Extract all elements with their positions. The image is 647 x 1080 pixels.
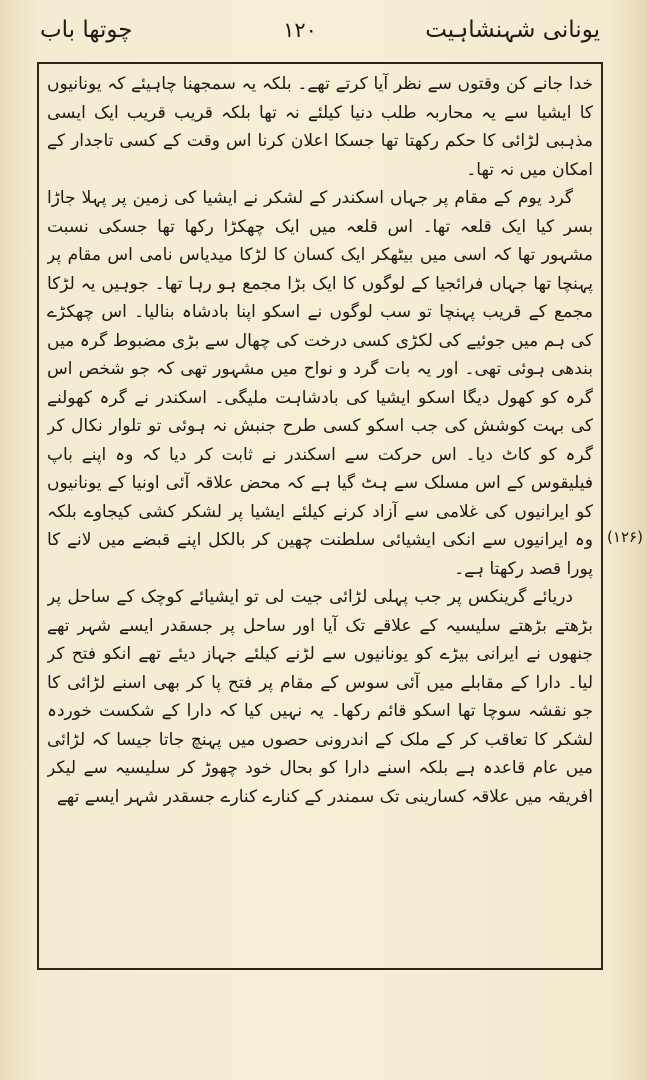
book-title: یونانی شہنشاہیت <box>425 17 600 43</box>
paragraph: دریائے گرینکس پر جب پہلی لڑائی جیت لی تو ایشیائے کوچک کے ساحل پر بڑھتے بڑھتے سلیسیہ کے علاقے تک آیا اور ساحل پر جسقدر ایسے شہر تھے جنھوں نے ایرانی بیڑے کو یونانیوں سے لڑنے کیلئے جہاز دیئے تھے انکو فتح کر لیا۔ دارا کے مقابلے میں آئی سوس کے مقام پر فتح پا کر بھی اسنے لڑائی کا جو نقشہ سوچا تھا اسکو قائم رکھا۔ یہ نہیں کیا کہ دارا کے شکست خوردہ لشکر کا تعاقب کر کے ملک کے اندرونی حصوں میں پہنچ جاتا جیسا کہ لڑائی میں عام قاعدہ ہے بلکہ اسنے دارا کو بحال خود چھوڑ کر سلیسیہ سے لیکر افریقہ میں علاقہ کسارینی تک سمندر کے کنارے کنارے جسقدر شہر ایسے تھے <box>47 587 593 807</box>
paragraph: گرد یوم کے مقام پر جہاں اسکندر کے لشکر نے ایشیا کی زمین پر پہلا جاڑا بسر کیا ایک قلعہ تھا۔ اس قلعہ میں ایک چھکڑا رکھا تھا جسکی نسبت مشہور تھا کہ اسی میں بیٹھکر ایک کسان کا لڑکا میدیاس نامی اس مقام پر پہنچا تھا جہاں فرائجیا کے لوگوں کا ایک بڑا مجمع ہو رہا تھا۔ جوہیں یہ لڑکا مجمع کے قریب پہنچا تو سب لوگوں نے اسکو اپنا بادشاہ بنالیا۔ اس چھکڑے کی ہم میں جوئیے کی لکڑی کسی درخت کی چھال سے بڑی مضبوط گرہ میں بندھی ہوئی تھی۔ اور یہ بات گرد و نواح میں مشہور تھی کہ جو شخص اس گرہ کو کھول دیگا اسکو ایشیا کی بادشاہت ملیگی۔ اسکندر نے گرہ کھولنے کی بہت کوشش کی جب اسکو کسی طرح جنبش نہ ہوئی تو تلوار نکال کر گرہ کو کاٹ دیا۔ اس حرکت سے اسکندر نے ثابت کر دیا کہ وہ اپنے باپ فیلیقوس کے اس مسلک سے ہٹ گیا ہے کہ محض علاقہ آئی اونیا کے یونانیوں کو ایرانیوں کی غلامی سے آزاد کرنے کیلئے ایشیا پر لشکر کشی کیجاوے بلکہ وہ ایرانیوں سے انکی ایشیائی سلطنت چھین کر بالکل اپنے قبضے میں لانے کا پورا قصد رکھتا ہے۔ <box>47 188 593 579</box>
page-header <box>40 8 600 52</box>
chapter-title: چوتھا باب <box>40 17 133 43</box>
paragraph: خدا جانے کن وقتوں سے نظر آیا کرتے تھے۔ بلکہ یہ سمجھنا چاہیئے کہ یونانیوں کا ایشیا سے یہ محاربہ طلب دنیا کیلئے نہ تھا بلکہ قریب قریب ایک ایسی مذہبی لڑائی کا حکم رکھتا تھا جسکا اعلان کرنا اس وقت کے کسی تاجدار کے امکان میں نہ تھا۔ <box>47 74 593 180</box>
text-frame <box>37 62 603 970</box>
margin-page-reference: (۱۲۶) <box>607 528 643 546</box>
body-text <box>47 70 593 962</box>
page-number: ۱۲۰ <box>283 18 317 42</box>
